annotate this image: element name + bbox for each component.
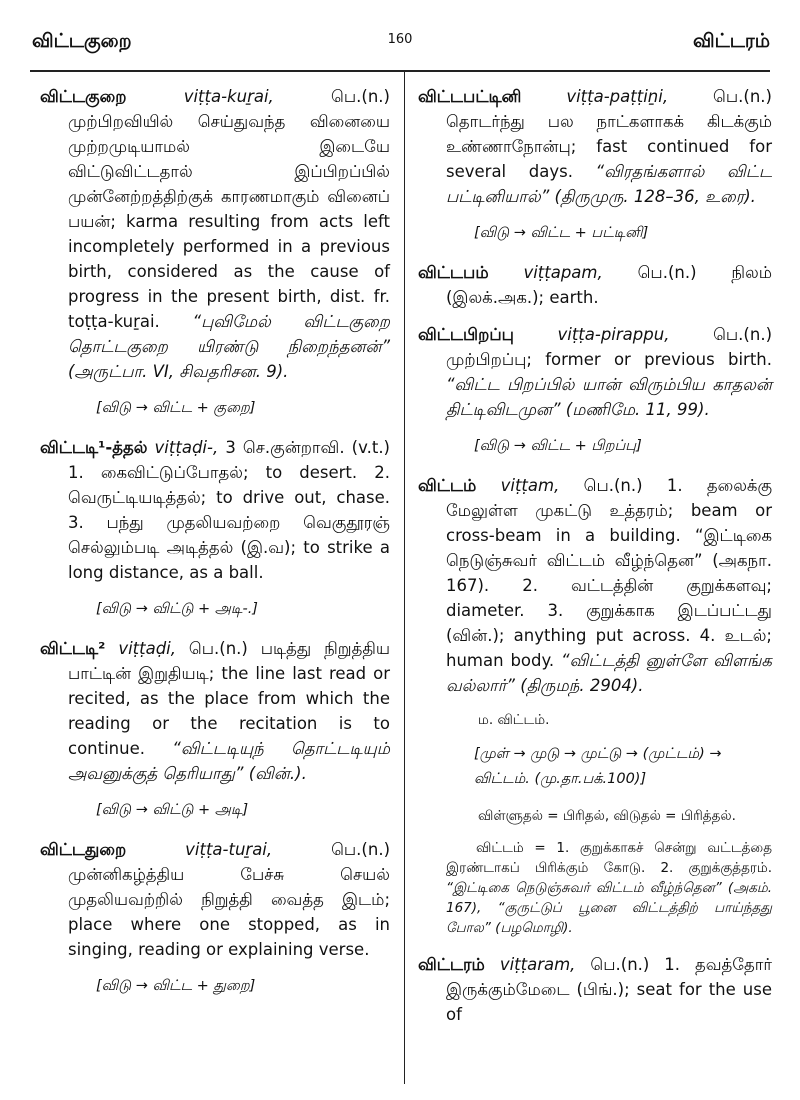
entry-vittaram: விட்டரம் viṭṭaram, பெ.(n.) 1. தவத்தோர் இருக்கும்மேடை (பிங்.); seat for the use of xyxy=(418,955,772,1024)
right-column xyxy=(418,84,772,1039)
entry-vittadi-2: விட்டடி² viṭṭaḍi, பெ.(n.) படித்து நிறுத்திய பாட்டின் இறுதியடி; the line last read or recited, as the place from which the reading or the recitation is to continue. “விட்டடியுந் தொட்டடியும் அவனுக்குத் தெரியாது” (வின்.). xyxy=(40,639,391,783)
left-column xyxy=(40,84,390,1013)
page-number: 160 xyxy=(387,32,413,47)
etymology: [விடு → விட்ட + பட்டினி] xyxy=(474,225,649,241)
etymology: [விடு → விட்ட + குறை] xyxy=(96,400,256,416)
etymology: [முள் → முடு → முட்டு → (முட்டம்) → விட்டம். (மு.தா.பக்.100)] xyxy=(474,746,722,787)
entry-vittapam: விட்டபம் viṭṭapam, பெ.(n.) நிலம் (இலக்.அக.); earth. xyxy=(418,263,773,307)
cognate-note: ம. விட்டம். xyxy=(478,712,550,728)
header-left-word: விட்டகுறை xyxy=(32,30,132,52)
entry-vitta-pirappu: விட்டபிறப்பு viṭṭa-pirappu, பெ.(n.) முற்பிறப்பு; former or previous birth. “விட்ட பிறப்பில் யான் விரும்பிய காதலன் திட்டிவிடமுன” (மணிமே. 11, 99). xyxy=(418,325,773,419)
note-line: விள்ளுதல் = பிரிதல், விடுதல் = பிரித்தல். xyxy=(478,808,736,824)
column-divider xyxy=(404,72,405,1084)
etymology: [விடு → விட்டு + அடி-.] xyxy=(96,601,258,617)
header-rule xyxy=(30,70,770,72)
etymology: [விடு → விட்ட + துறை] xyxy=(96,978,256,994)
note-paragraph: விட்டம் = 1. குறுக்காகச் சென்று வட்டத்தை இரண்டாகப் பிரிக்கும் கோடு. 2. குறுக்குத்தரம். “இட்டிகை நெடுஞ்சுவர் விட்டம் வீழ்ந்தென” (அகம். 167), “குருட்டுப் பூனை விட்டத்திற் பாய்ந்தது போல” (பழமொழி). xyxy=(446,840,772,936)
header-right-word: விட்டரம் xyxy=(693,30,770,52)
entry-vitta-pattini: விட்டபட்டினி viṭṭa-paṭṭiṉi, பெ.(n.) தொடர்ந்து பல நாட்களாகக் கிடக்கும் உண்ணாநோன்பு; fast continued for several days. “விரதங்களால் விட்ட பட்டினியால்” (திருமுரு. 128–36, உரை). xyxy=(418,87,772,206)
entry-vitta-kurai: விட்டகுறை viṭṭa-kuṟai, பெ.(n.) முற்பிறவியில் செய்துவந்த வினையை முற்றமுடியாமல் இடையே விட்டுவிட்டதால் இப்பிறப்பில் முன்னேற்றத்திற்குக் காரணமாகும் வினைப் பயன்; karma resulting from acts left incompletely performed in a previous birth, considered as the cause of progress in the present birth, dist. fr. toṭṭa-kuṟai. “புவிமேல் விட்டகுறை தொட்டகுறை யிரண்டு நிறைந்தனன்” (அருட்பா. VI, சிவதரிசன. 9). xyxy=(40,87,391,381)
entry-vittam: விட்டம் viṭṭam, பெ.(n.) 1. தலைக்கு மேலுள்ள முகட்டு உத்தரம்; beam or cross-beam in a building. “இட்டிகை நெடுஞ்சுவர் விட்டம் வீழ்ந்தென” (அகநா. 167). 2. வட்டத்தின் குறுக்களவு; diameter. 3. குறுக்காக இடப்பட்டது (வின்.); anything put across. 4. உடல்; human body. “விட்டத்தி னுள்ளே விளங்க வல்லார்” (திருமந். 2904). xyxy=(418,476,773,695)
etymology: [விடு → விட்டு + அடி] xyxy=(96,802,249,818)
etymology: [விடு → விட்ட + பிறப்பு] xyxy=(474,438,642,454)
entry-vitta-turai: விட்டதுறை viṭṭa-tuṟai, பெ.(n.) முன்னிகழ்த்திய பேச்சு செயல் முதலியவற்றில் நிறுத்தி வைத்த இடம்; place where one stopped, as in singing, reading or explaining verse. xyxy=(40,840,391,959)
entry-vittadi-1: விட்டடி¹-த்தல் viṭṭaḍi-, 3 செ.குன்றாவி. (v.t.) 1. கைவிட்டுப்போதல்; to desert. 2. வெருட்டியடித்தல்; to drive out, chase. 3. பந்து முதலியவற்றை வெகுதூரஞ் செல்லும்படி அடித்தல் (இ.வ); to strike a long distance, as a ball. xyxy=(40,438,390,582)
